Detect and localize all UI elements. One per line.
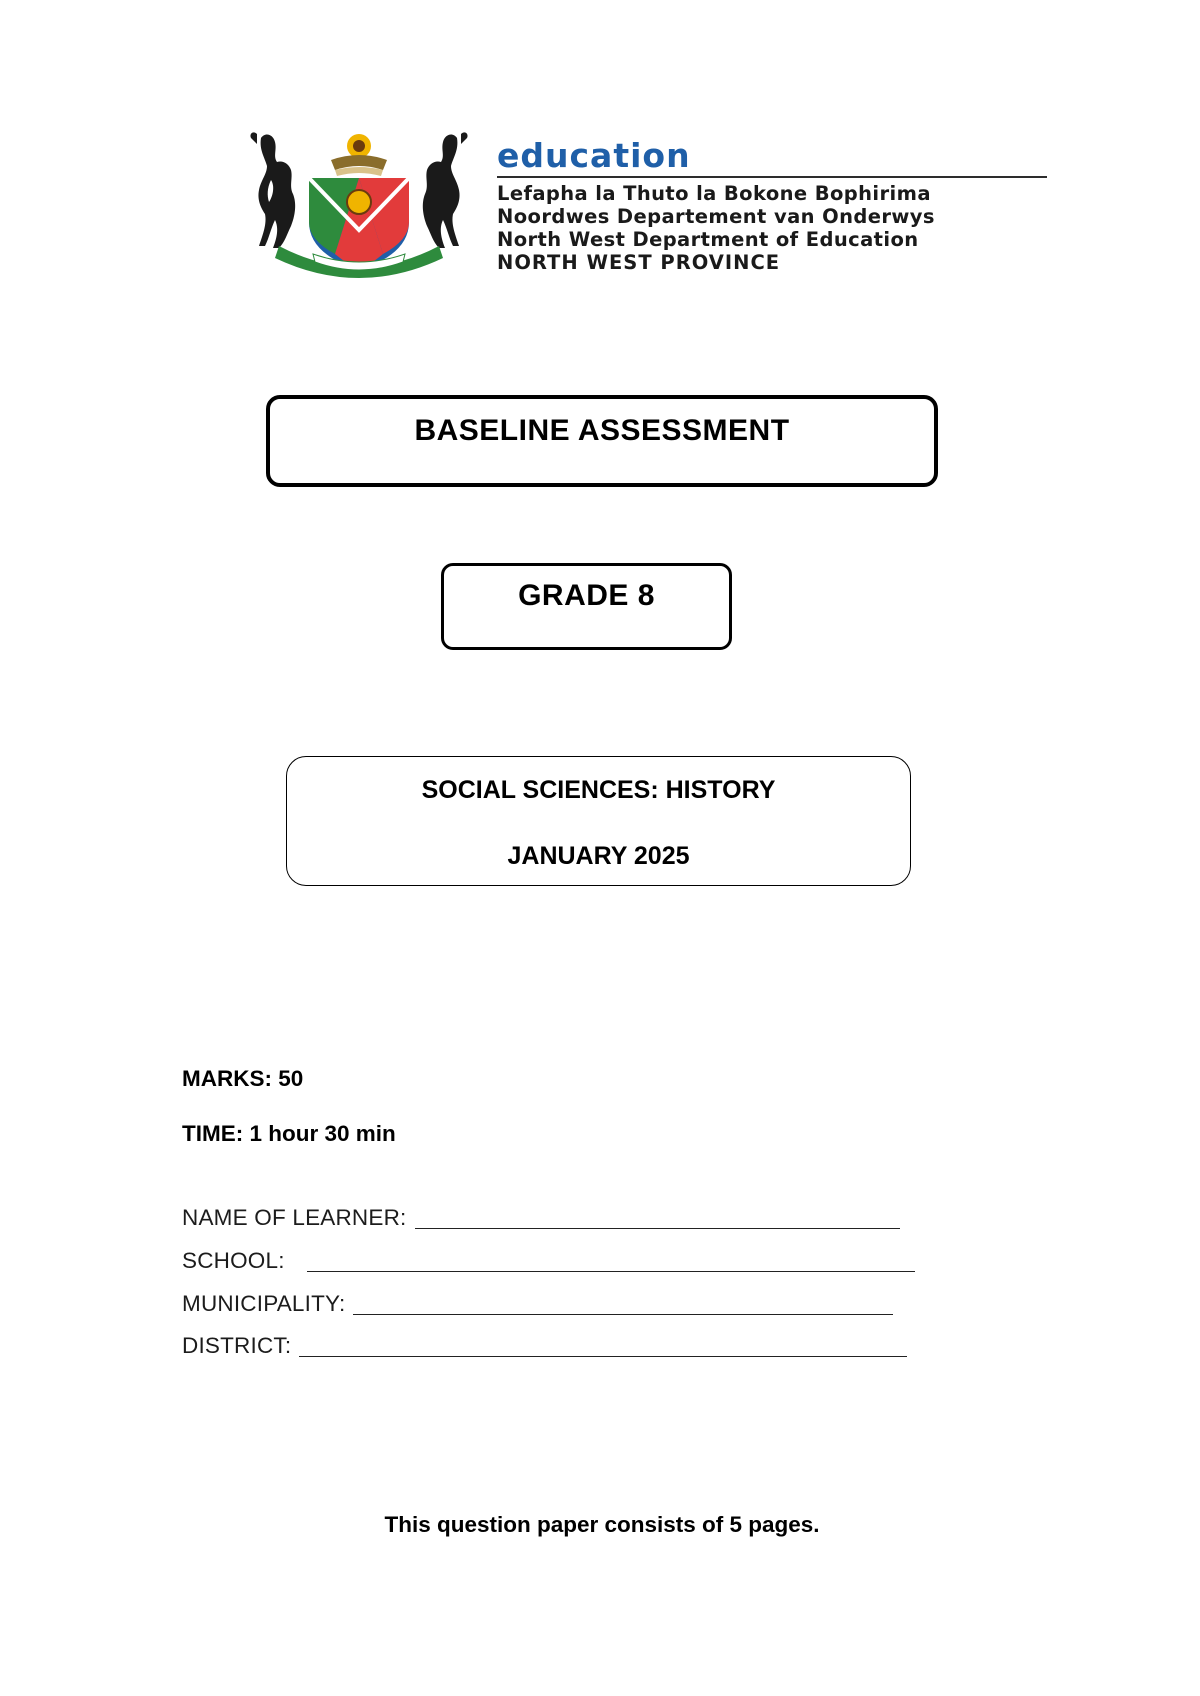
grade-box [441,563,732,650]
brand-line-province: NORTH WEST PROVINCE [497,251,781,274]
exam-date: JANUARY 2025 [507,842,690,870]
municipality-blank[interactable] [353,1294,893,1315]
learner-name-label: NAME OF LEARNER: [182,1205,407,1230]
school-field[interactable] [182,1247,915,1274]
brand-line-afrikaans: Noordwes Departement van Onderwys [497,205,935,228]
assessment-title-box [266,395,938,487]
assessment-title: BASELINE ASSESSMENT [414,414,790,447]
district-label: DISTRICT: [182,1333,292,1358]
district-blank[interactable] [299,1336,907,1357]
learner-name-field[interactable] [182,1204,900,1231]
school-label: SCHOOL: [182,1248,285,1273]
page-count-note: This question paper consists of 5 pages. [384,1512,820,1537]
subject-box [286,756,911,886]
learner-name-blank[interactable] [415,1208,900,1229]
marks-info: MARKS: 50 [182,1066,304,1091]
school-blank[interactable] [307,1251,915,1272]
municipality-field[interactable] [182,1290,893,1317]
brand-line-setswana: Lefapha la Thuto la Bokone Bophirima [497,182,931,205]
district-field[interactable] [182,1332,907,1359]
brand-line-english: North West Department of Education [497,228,919,251]
department-branding [497,138,1052,274]
municipality-label: MUNICIPALITY: [182,1291,346,1316]
subject-label: SOCIAL SCIENCES: HISTORY [421,776,776,804]
grade-label: GRADE 8 [518,579,655,612]
brand-title: education [497,136,691,175]
brand-divider [497,176,1047,178]
coat-of-arms-logo [243,130,475,280]
time-info: TIME: 1 hour 30 min [182,1121,396,1146]
